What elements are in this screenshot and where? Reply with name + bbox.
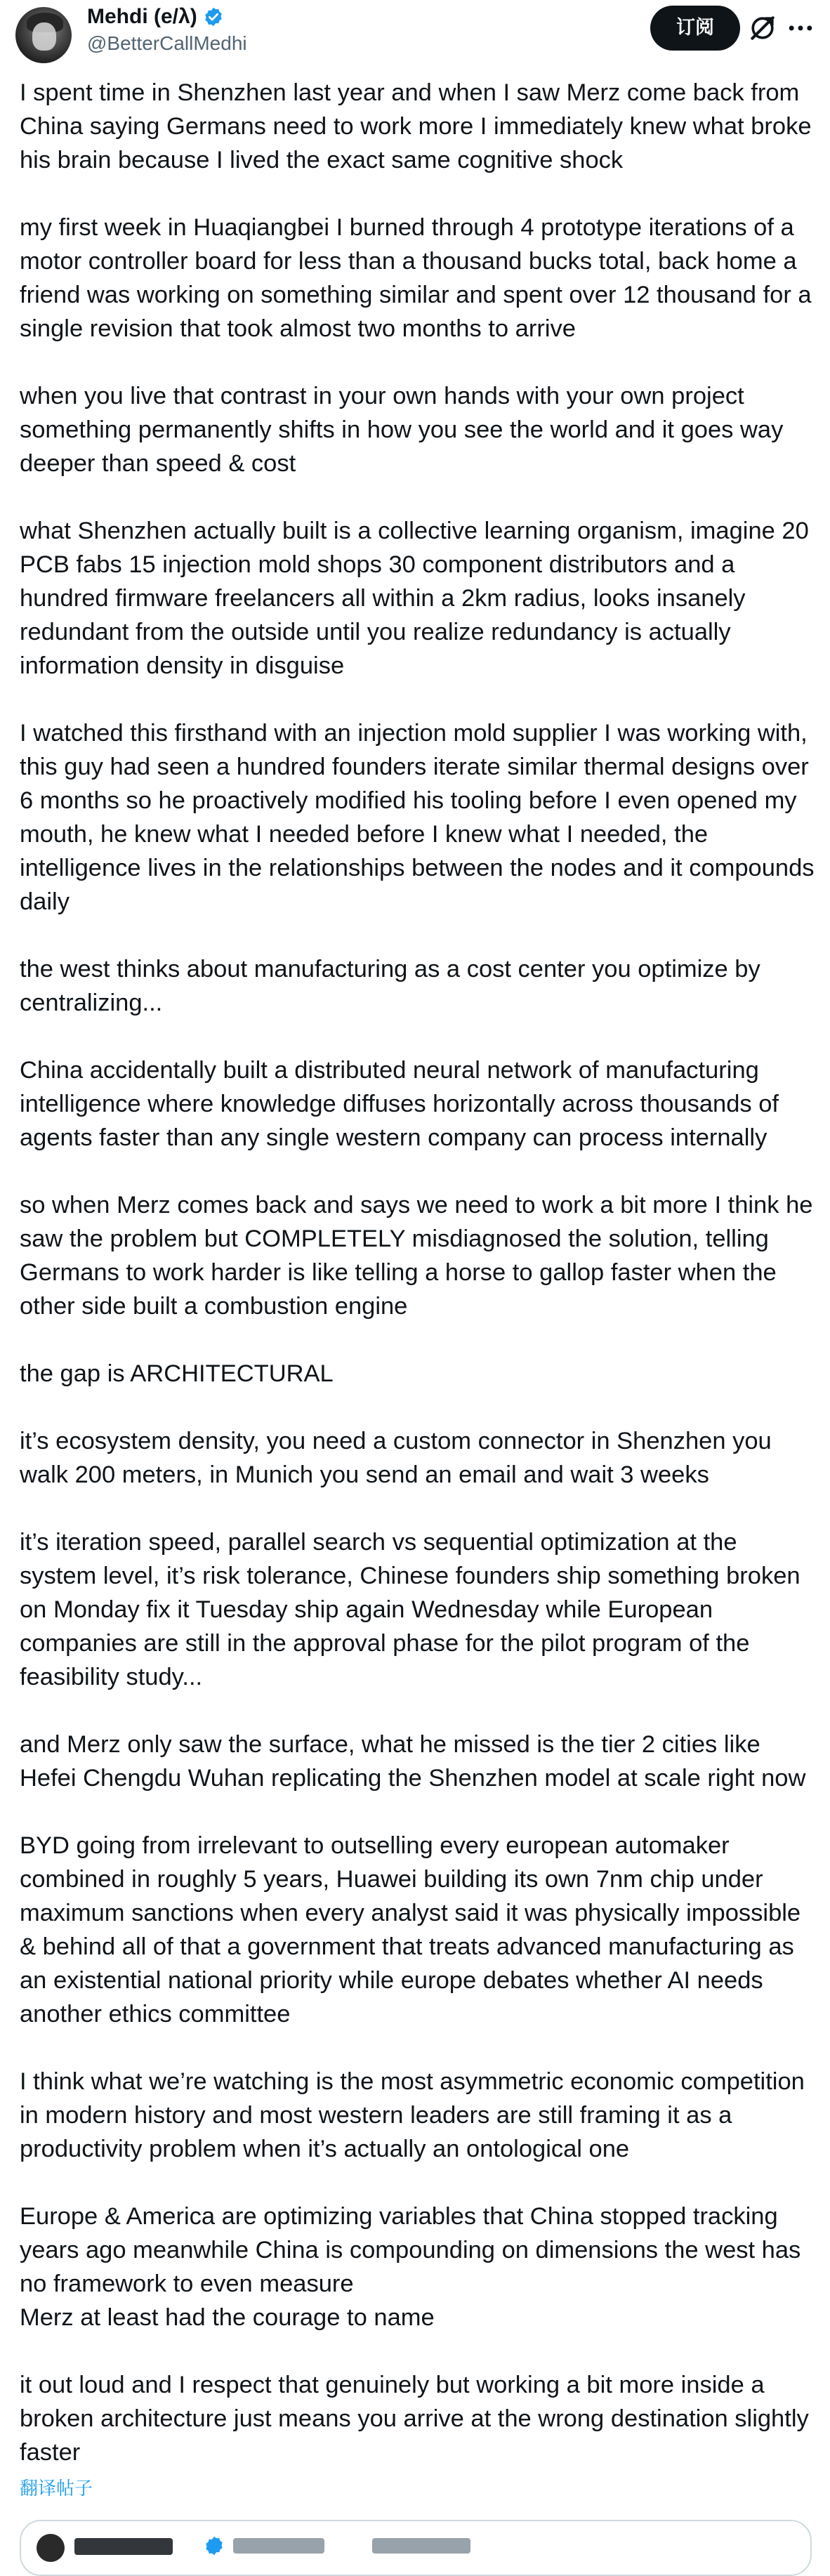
- post-paragraph: the west thinks about manufacturing as a cost center you optimize by centralizing...: [20, 956, 760, 1016]
- post-paragraph: what Shenzhen actually built is a collective learning organism, imagine 20 PCB fabs 15 injection mold shops 30 component distributors and a hundred firmware freelancers all within a 2km radius, looks insanely redundant from the outside until you realize redundancy is actually information density in disguise: [20, 518, 809, 679]
- avatar-face: [32, 22, 56, 51]
- post-paragraph: so when Merz comes back and says we need to work a bit more I think he saw the problem but COMPLETELY misdiagnosed the solution, telling Germans to work harder is like telling a horse to gallop faster when the other side built a combustion engine: [20, 1192, 813, 1320]
- author-display-name[interactable]: Mehdi (e/λ): [87, 5, 197, 28]
- post-paragraph: when you live that contrast in your own hands with your own project something permanently shifts in how you see the world and it goes way deeper than speed & cost: [20, 383, 784, 477]
- quoted-author-handle: [233, 2538, 324, 2554]
- post-header: [0, 0, 830, 60]
- post-paragraph: Merz at least had the courage to name: [20, 2304, 435, 2331]
- post-text: [20, 76, 815, 2469]
- subscribe-button[interactable]: 订阅: [650, 6, 740, 51]
- post-paragraph: I think what we’re watching is the most asymmetric economic competition in modern history and most western leaders are still framing it as a productivity problem when it’s actually an ontological one: [20, 2068, 805, 2162]
- post-paragraph: I spent time in Shenzhen last year and when I saw Merz come back from China saying Germans need to work more I immediately knew what broke his brain because I lived the exact same cognitive shock: [20, 79, 812, 173]
- post-paragraph: Europe & America are optimizing variables that China stopped tracking years ago meanwhile China is compounding on dimensions the west has no framework to even measure: [20, 2203, 801, 2297]
- quoted-post-date: [372, 2538, 470, 2554]
- author-info[interactable]: [87, 3, 247, 56]
- quoted-post-card[interactable]: [20, 2520, 812, 2576]
- more-icon[interactable]: [785, 13, 816, 44]
- post-paragraph: my first week in Huaqiangbei I burned through 4 prototype iterations of a motor controller board for less than a thousand bucks total, back home a friend was working on something similar and spent over 12 thousand for a single revision that took almost two months to arrive: [20, 214, 812, 342]
- quoted-author-name: [74, 2538, 173, 2555]
- grok-icon[interactable]: [747, 13, 778, 44]
- translate-post-link[interactable]: 翻译帖子: [20, 2478, 93, 2499]
- verified-badge-icon: [203, 6, 224, 27]
- post-paragraph: I watched this firsthand with an injection mold supplier I was working with, this guy had seen a hundred founders iterate similar thermal designs over 6 months so he proactively modified his tooling before I even opened my mouth, he knew what I needed before I knew what I needed, the intelligence lives in the relationships between the nodes and it compounds daily: [20, 720, 815, 915]
- author-handle[interactable]: @BetterCallMedhi: [87, 32, 247, 54]
- post-paragraph: it’s ecosystem density, you need a custom connector in Shenzhen you walk 200 meters, in Munich you send an email and wait 3 weeks: [20, 1428, 772, 1488]
- post-paragraph: it out loud and I respect that genuinely but working a bit more inside a broken architecture just means you arrive at the wrong destination slightly faster: [20, 2372, 809, 2466]
- author-avatar[interactable]: [15, 7, 72, 63]
- post-paragraph: the gap is ARCHITECTURAL: [20, 1360, 334, 1387]
- author-name-row: [87, 3, 247, 31]
- post-paragraph: it’s iteration speed, parallel search vs sequential optimization at the system level, it’s risk tolerance, Chinese founders ship something broken on Monday fix it Tuesday ship again Wednesday while European companies are still in the approval phase for the pilot program of the feasibility study...: [20, 1529, 801, 1690]
- quoted-author-avatar: [37, 2534, 65, 2562]
- post-paragraph: and Merz only saw the surface, what he missed is the tier 2 cities like Hefei Chengdu Wuhan replicating the Shenzhen model at scale right now: [20, 1731, 806, 1792]
- quoted-verified-badge-icon: [204, 2535, 225, 2556]
- post-paragraph: China accidentally built a distributed neural network of manufacturing intelligence where knowledge diffuses horizontally across thousands of agents faster than any single western company can process internally: [20, 1057, 779, 1151]
- post-paragraph: BYD going from irrelevant to outselling every european automaker combined in roughly 5 years, Huawei building its own 7nm chip under maximum sanctions when every analyst said it was physically impossible & behind all of that a government that treats advanced manufacturing as an existential national priority while europe debates whether AI needs another ethics committee: [20, 1832, 801, 2028]
